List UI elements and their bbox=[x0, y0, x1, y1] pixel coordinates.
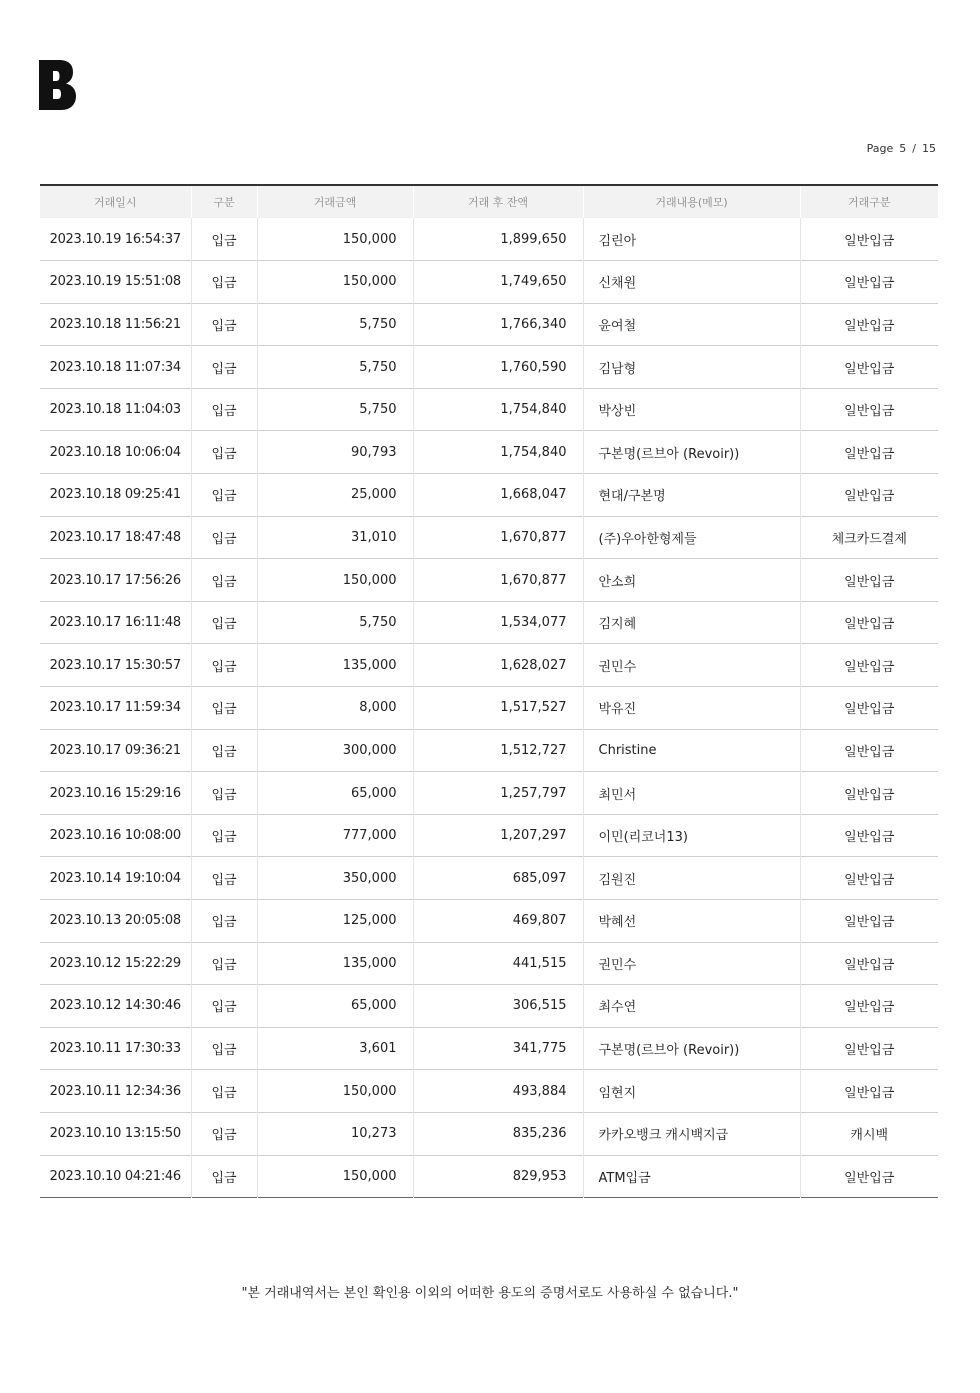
cell-category: 일반입금 bbox=[844, 1170, 895, 1186]
table-row bbox=[40, 1155, 938, 1198]
cell-category: 일반입금 bbox=[844, 489, 895, 505]
cell-balance: 341,775 bbox=[413, 1027, 583, 1070]
table-row bbox=[40, 388, 938, 431]
cell-type: 입금 bbox=[191, 687, 257, 730]
cell-datetime: 2023.10.17 18:47:48 bbox=[40, 516, 191, 559]
cell-memo: 신채원 bbox=[583, 261, 800, 304]
cell-category: 일반입금 bbox=[844, 1085, 895, 1101]
cell-category: 일반입금 bbox=[844, 702, 895, 718]
cell-category: 일반입금 bbox=[844, 361, 895, 377]
cell-datetime: 2023.10.17 15:30:57 bbox=[40, 644, 191, 687]
cell-memo: 박혜선 bbox=[583, 900, 800, 943]
cell-type: 입금 bbox=[191, 772, 257, 815]
table-row bbox=[40, 1070, 938, 1113]
cell-category: 일반입금 bbox=[844, 574, 895, 590]
cell-amount: 350,000 bbox=[257, 857, 413, 900]
cell-memo: 카카오뱅크 캐시백지급 bbox=[583, 1112, 800, 1155]
disclaimer-note: "본 거래내역서는 본인 확인용 이외의 어떠한 용도의 증명서로도 사용하실 수 없습니다." bbox=[241, 1286, 739, 1301]
transaction-table-container bbox=[40, 184, 938, 1198]
cell-datetime: 2023.10.11 17:30:33 bbox=[40, 1027, 191, 1070]
cell-category: 일반입금 bbox=[844, 957, 895, 973]
cell-memo: 임현지 bbox=[583, 1070, 800, 1113]
cell-category: 일반입금 bbox=[844, 1043, 895, 1059]
cell-datetime: 2023.10.12 15:22:29 bbox=[40, 942, 191, 985]
cell-memo: 박유진 bbox=[583, 687, 800, 730]
cell-amount: 150,000 bbox=[257, 218, 413, 261]
cell-datetime: 2023.10.10 04:21:46 bbox=[40, 1155, 191, 1198]
cell-memo: 구본명(르브아 (Revoir)) bbox=[583, 1027, 800, 1070]
cell-type: 입금 bbox=[191, 516, 257, 559]
cell-memo: 김지혜 bbox=[583, 601, 800, 644]
cell-memo: 박상빈 bbox=[583, 388, 800, 431]
cell-balance: 1,517,527 bbox=[413, 687, 583, 730]
cell-memo: 최수연 bbox=[583, 985, 800, 1028]
cell-balance: 1,899,650 bbox=[413, 218, 583, 261]
cell-category: 일반입금 bbox=[844, 1000, 895, 1016]
table-row bbox=[40, 814, 938, 857]
cell-type: 입금 bbox=[191, 559, 257, 602]
cell-balance: 1,670,877 bbox=[413, 559, 583, 602]
cell-amount: 300,000 bbox=[257, 729, 413, 772]
cell-datetime: 2023.10.17 17:56:26 bbox=[40, 559, 191, 602]
cell-amount: 31,010 bbox=[257, 516, 413, 559]
table-row bbox=[40, 346, 938, 389]
cell-type: 입금 bbox=[191, 431, 257, 474]
cell-category: 일반입금 bbox=[844, 744, 895, 760]
cell-balance: 469,807 bbox=[413, 900, 583, 943]
cell-type: 입금 bbox=[191, 900, 257, 943]
cell-amount: 5,750 bbox=[257, 601, 413, 644]
cell-memo: 김원진 bbox=[583, 857, 800, 900]
cell-type: 입금 bbox=[191, 346, 257, 389]
cell-balance: 1,257,797 bbox=[413, 772, 583, 815]
cell-category: 일반입금 bbox=[844, 872, 895, 888]
cell-memo: 구본명(르브아 (Revoir)) bbox=[583, 431, 800, 474]
cell-datetime: 2023.10.18 09:25:41 bbox=[40, 474, 191, 517]
table-row bbox=[40, 601, 938, 644]
cell-amount: 777,000 bbox=[257, 814, 413, 857]
cell-type: 입금 bbox=[191, 601, 257, 644]
cell-category: 일반입금 bbox=[844, 659, 895, 675]
table-row bbox=[40, 516, 938, 559]
table-header-row bbox=[40, 185, 938, 218]
table-row bbox=[40, 474, 938, 517]
cell-amount: 135,000 bbox=[257, 644, 413, 687]
cell-type: 입금 bbox=[191, 1155, 257, 1198]
cell-category: 체크카드결제 bbox=[831, 531, 907, 547]
cell-category: 일반입금 bbox=[844, 404, 895, 420]
cell-type: 입금 bbox=[191, 942, 257, 985]
column-header-memo: 거래내용(메모) bbox=[583, 185, 800, 218]
cell-balance: 685,097 bbox=[413, 857, 583, 900]
cell-balance: 1,670,877 bbox=[413, 516, 583, 559]
cell-category: 캐시백 bbox=[850, 1128, 889, 1144]
transaction-table bbox=[40, 184, 938, 1198]
cell-memo: 권민수 bbox=[583, 942, 800, 985]
cell-balance: 1,766,340 bbox=[413, 303, 583, 346]
cell-balance: 1,754,840 bbox=[413, 431, 583, 474]
cell-category: 일반입금 bbox=[844, 318, 895, 334]
cell-type: 입금 bbox=[191, 1070, 257, 1113]
table-row bbox=[40, 985, 938, 1028]
cell-datetime: 2023.10.16 15:29:16 bbox=[40, 772, 191, 815]
table-row bbox=[40, 261, 938, 304]
cell-datetime: 2023.10.18 11:04:03 bbox=[40, 388, 191, 431]
cell-amount: 90,793 bbox=[257, 431, 413, 474]
cell-category: 일반입금 bbox=[844, 915, 895, 931]
table-row bbox=[40, 900, 938, 943]
cell-datetime: 2023.10.13 20:05:08 bbox=[40, 900, 191, 943]
table-row bbox=[40, 303, 938, 346]
cell-datetime: 2023.10.19 15:51:08 bbox=[40, 261, 191, 304]
cell-datetime: 2023.10.17 11:59:34 bbox=[40, 687, 191, 730]
cell-balance: 1,207,297 bbox=[413, 814, 583, 857]
cell-balance: 306,515 bbox=[413, 985, 583, 1028]
cell-memo: 윤여철 bbox=[583, 303, 800, 346]
cell-type: 입금 bbox=[191, 261, 257, 304]
cell-type: 입금 bbox=[191, 303, 257, 346]
cell-balance: 1,628,027 bbox=[413, 644, 583, 687]
cell-amount: 8,000 bbox=[257, 687, 413, 730]
table-row bbox=[40, 1027, 938, 1070]
table-row bbox=[40, 218, 938, 261]
cell-memo: Christine bbox=[583, 729, 800, 772]
table-row bbox=[40, 729, 938, 772]
cell-category: 일반입금 bbox=[844, 787, 895, 803]
cell-amount: 5,750 bbox=[257, 346, 413, 389]
cell-type: 입금 bbox=[191, 814, 257, 857]
cell-amount: 150,000 bbox=[257, 261, 413, 304]
cell-amount: 125,000 bbox=[257, 900, 413, 943]
cell-type: 입금 bbox=[191, 985, 257, 1028]
cell-category: 일반입금 bbox=[844, 276, 895, 292]
cell-amount: 150,000 bbox=[257, 559, 413, 602]
cell-datetime: 2023.10.10 13:15:50 bbox=[40, 1112, 191, 1155]
table-row bbox=[40, 857, 938, 900]
cell-balance: 1,512,727 bbox=[413, 729, 583, 772]
cell-memo: 이민(리코너13) bbox=[583, 814, 800, 857]
cell-category: 일반입금 bbox=[844, 617, 895, 633]
cell-datetime: 2023.10.18 11:07:34 bbox=[40, 346, 191, 389]
cell-category: 일반입금 bbox=[844, 446, 895, 462]
cell-datetime: 2023.10.12 14:30:46 bbox=[40, 985, 191, 1028]
table-row bbox=[40, 687, 938, 730]
cell-memo: 안소희 bbox=[583, 559, 800, 602]
table-row bbox=[40, 644, 938, 687]
cell-type: 입금 bbox=[191, 1112, 257, 1155]
column-header-balance: 거래 후 잔액 bbox=[413, 185, 583, 218]
cell-memo: 김린아 bbox=[583, 218, 800, 261]
cell-datetime: 2023.10.14 19:10:04 bbox=[40, 857, 191, 900]
column-header-type: 구분 bbox=[191, 185, 257, 218]
cell-balance: 1,760,590 bbox=[413, 346, 583, 389]
cell-datetime: 2023.10.17 16:11:48 bbox=[40, 601, 191, 644]
cell-type: 입금 bbox=[191, 729, 257, 772]
cell-amount: 150,000 bbox=[257, 1070, 413, 1113]
table-row bbox=[40, 1112, 938, 1155]
cell-balance: 1,534,077 bbox=[413, 601, 583, 644]
cell-amount: 65,000 bbox=[257, 985, 413, 1028]
cell-amount: 150,000 bbox=[257, 1155, 413, 1198]
cell-balance: 835,236 bbox=[413, 1112, 583, 1155]
cell-balance: 441,515 bbox=[413, 942, 583, 985]
column-header-amount: 거래금액 bbox=[257, 185, 413, 218]
cell-datetime: 2023.10.17 09:36:21 bbox=[40, 729, 191, 772]
cell-balance: 1,754,840 bbox=[413, 388, 583, 431]
page-separator: / bbox=[912, 142, 916, 155]
table-row bbox=[40, 559, 938, 602]
cell-amount: 5,750 bbox=[257, 303, 413, 346]
cell-type: 입금 bbox=[191, 474, 257, 517]
cell-type: 입금 bbox=[191, 388, 257, 431]
cell-memo: (주)우아한형제들 bbox=[583, 516, 800, 559]
cell-memo: 현대/구본명 bbox=[583, 474, 800, 517]
cell-category: 일반입금 bbox=[844, 233, 895, 249]
cell-datetime: 2023.10.18 11:56:21 bbox=[40, 303, 191, 346]
cell-amount: 10,273 bbox=[257, 1112, 413, 1155]
cell-type: 입금 bbox=[191, 218, 257, 261]
cell-type: 입금 bbox=[191, 644, 257, 687]
table-row bbox=[40, 431, 938, 474]
page-label: Page bbox=[866, 142, 894, 155]
cell-type: 입금 bbox=[191, 857, 257, 900]
page-current: 5 bbox=[899, 142, 907, 155]
column-header-category: 거래구분 bbox=[847, 196, 891, 209]
cell-amount: 65,000 bbox=[257, 772, 413, 815]
table-body bbox=[40, 218, 938, 1198]
cell-datetime: 2023.10.18 10:06:04 bbox=[40, 431, 191, 474]
page-total: 15 bbox=[922, 142, 936, 155]
cell-amount: 5,750 bbox=[257, 388, 413, 431]
page-indicator bbox=[867, 142, 936, 155]
table-row bbox=[40, 772, 938, 815]
cell-balance: 1,749,650 bbox=[413, 261, 583, 304]
cell-amount: 3,601 bbox=[257, 1027, 413, 1070]
cell-amount: 25,000 bbox=[257, 474, 413, 517]
cell-datetime: 2023.10.11 12:34:36 bbox=[40, 1070, 191, 1113]
cell-amount: 135,000 bbox=[257, 942, 413, 985]
cell-type: 입금 bbox=[191, 1027, 257, 1070]
table-row bbox=[40, 942, 938, 985]
cell-memo: 김남형 bbox=[583, 346, 800, 389]
cell-memo: ATM입금 bbox=[583, 1155, 800, 1198]
cell-balance: 493,884 bbox=[413, 1070, 583, 1113]
cell-balance: 1,668,047 bbox=[413, 474, 583, 517]
cell-category: 일반입금 bbox=[844, 830, 895, 846]
b-letter-logo-icon bbox=[39, 60, 77, 110]
cell-memo: 권민수 bbox=[583, 644, 800, 687]
cell-memo: 최민서 bbox=[583, 772, 800, 815]
column-header-datetime: 거래일시 bbox=[40, 185, 191, 218]
cell-balance: 829,953 bbox=[413, 1155, 583, 1198]
cell-datetime: 2023.10.19 16:54:37 bbox=[40, 218, 191, 261]
cell-datetime: 2023.10.16 10:08:00 bbox=[40, 814, 191, 857]
